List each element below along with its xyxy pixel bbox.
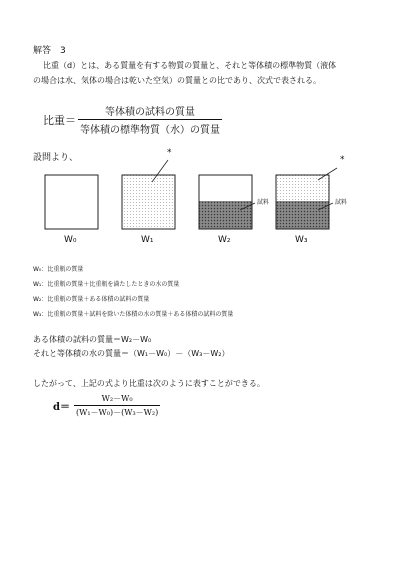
intro-line-1: 比重（d）とは、ある質量を有する物質の質量と、それと等体積の標準物質（液体	[43, 61, 337, 70]
sample-fill-w3	[277, 201, 329, 229]
definition-w0: W₀：比重瓶の質量	[33, 266, 84, 273]
definition-w3: W₃：比重瓶の質量＋試料を除いた体積の水の質量＋ある体積の試料の質量	[33, 311, 234, 318]
label-w2: W₂	[218, 235, 231, 245]
answer-heading: 解答 3	[33, 46, 66, 56]
container-w1	[122, 175, 175, 229]
definition-w2: W₂：比重瓶の質量＋ある体積の試料の質量	[33, 296, 150, 303]
specific-gravity-formula	[43, 103, 222, 136]
formula-lhs: 比重＝	[43, 113, 76, 127]
formula-numerator: 等体積の試料の質量	[105, 107, 195, 118]
final-formula	[53, 393, 160, 418]
sample-label-w2: 試料	[257, 199, 270, 206]
intro-line-2: の場合は水、気体の場合は乾いた空気）の質量との比であり、次式で表される。	[33, 76, 321, 85]
label-w0: W₀	[64, 235, 77, 245]
final-formula-numerator: W₂－W₀	[101, 394, 133, 403]
water-mass-line: それと等体積の水の質量＝（W₁－W₀）－（W₃－W₂）	[33, 349, 230, 358]
final-formula-denominator: (W₁－W₀)－(W₃－W₂)	[76, 408, 159, 417]
setup-text: 設問より、	[33, 153, 79, 163]
definition-w1: W₁：比重瓶の質量＋比重瓶を満たしたときの水の質量	[33, 281, 180, 288]
asterisk-w1: *	[167, 148, 172, 158]
label-w3: W₃	[295, 235, 308, 245]
formula-denominator: 等体積の標準物質（水）の質量	[80, 125, 220, 136]
asterisk-w3: *	[340, 155, 345, 165]
label-w1: W₁	[141, 235, 154, 245]
conclusion-text: したがって、上記の式より比重は次のように表すことができる。	[33, 379, 265, 388]
sample-mass-line: ある体積の試料の質量＝W₂－W₀	[33, 335, 152, 344]
container-w0	[45, 175, 98, 229]
final-formula-lhs: d＝	[53, 402, 70, 413]
sample-label-w3: 試料	[335, 199, 348, 206]
sample-fill-w2	[200, 201, 252, 229]
